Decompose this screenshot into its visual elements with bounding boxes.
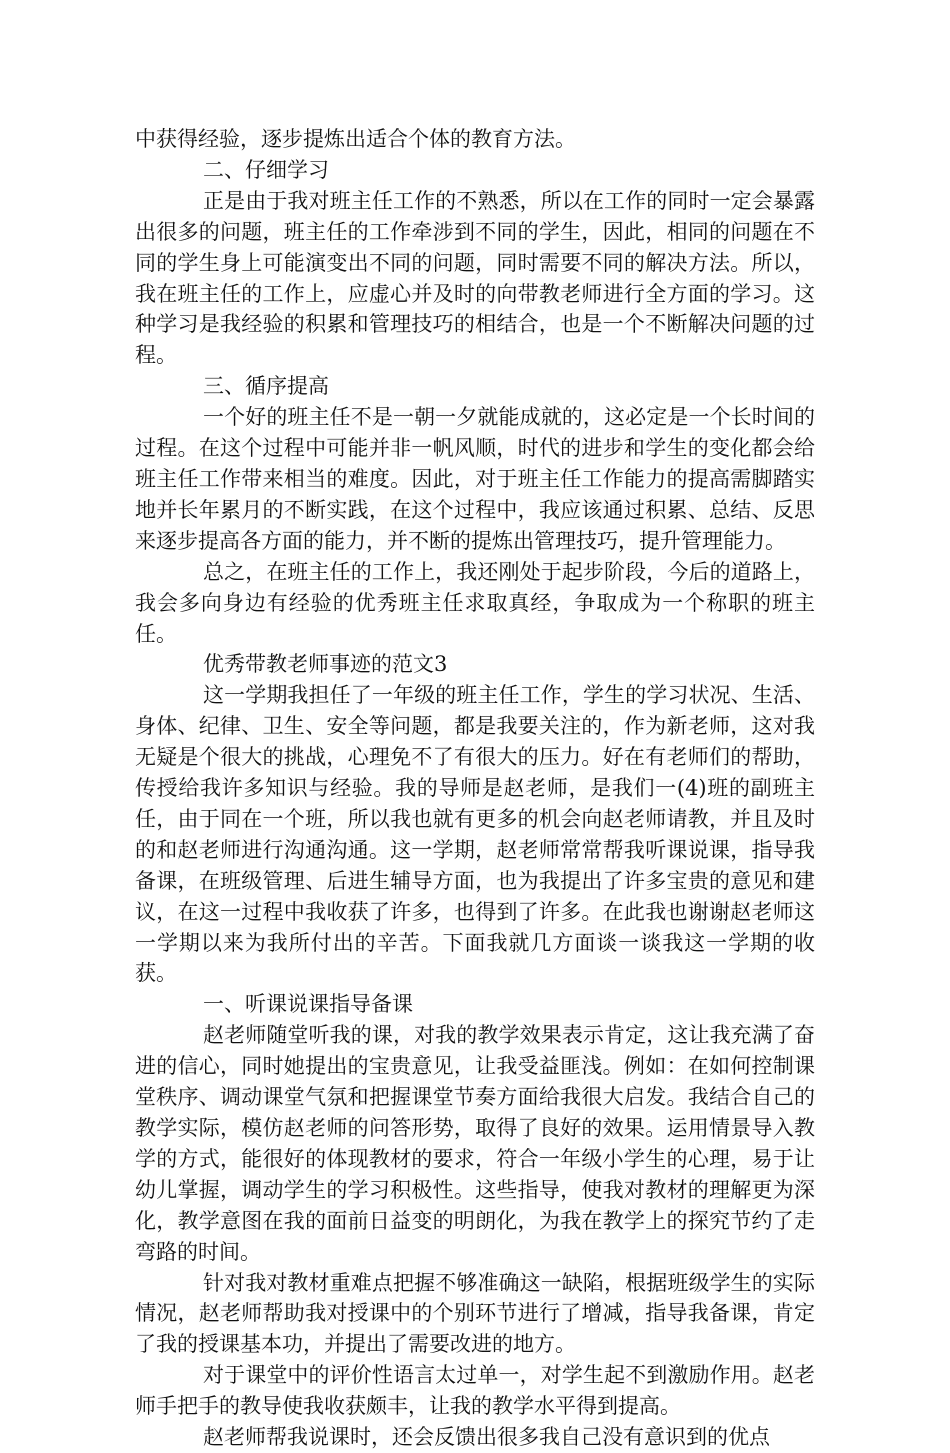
paragraph-7: 针对我对教材重难点把握不够准确这一缺陷，根据班级学生的实际情况，赵老师帮助我对授课中的个别环节进行了增减，指导我备课，肯定了我的授课基本功，并提出了需要改进的地方。 xyxy=(135,1270,815,1357)
paragraph-6: 赵老师随堂听我的课，对我的教学效果表示肯定，这让我充满了奋进的信心，同时她提出的宝贵意见，让我受益匪浅。例如：在如何控制课堂秩序、调动课堂气氛和把握课堂节奏方面给我很大启发。我结合自己的教学实际，模仿赵老师的问答形势，取得了良好的效果。运用情景导入教学的方式，能很好的体现教材的要求，符合一年级小学生的心理，易于让幼儿掌握，调动学生的学习积极性。这些指导，使我对教材的理解更为深化，教学意图在我的面前日益变的明朗化，为我在教学上的探究节约了走弯路的时间。 xyxy=(135,1023,815,1264)
section-heading-gradual-improvement: 三、循序提高 xyxy=(203,374,329,399)
paragraph-4: 总之，在班主任的工作上，我还刚处于起步阶段，今后的道路上，我会多向身边有经验的优秀班主任求取真经，争取成为一个称职的班主任。 xyxy=(135,559,815,646)
essay-title-3: 优秀带教老师事迹的范文3 xyxy=(203,652,448,677)
paragraph-5: 这一学期我担任了一年级的班主任工作，学生的学习状况、生活、身体、纪律、卫生、安全等问题，都是我要关注的，作为新老师，这对我无疑是个很大的挑战，心理免不了有很大的压力。好在有老师们的帮助，传授给我许多知识与经验。我的导师是赵老师，是我们一(4)班的副班主任，由于同在一个班，所以我也就有更多的机会向赵老师请教，并且及时的和赵老师进行沟通沟通。这一学期，赵老师常常帮我听课说课，指导我备课，在班级管理、后进生辅导方面，也为我提出了许多宝贵的意见和建议，在这一过程中我收获了许多，也得到了许多。在此我也谢谢赵老师这一学期以来为我所付出的辛苦。下面我就几方面谈一谈我这一学期的收获。 xyxy=(135,683,815,986)
section-heading-lesson-guidance: 一、听课说课指导备课 xyxy=(203,992,413,1017)
paragraph-1: 中获得经验，逐步提炼出适合个体的教育方法。 xyxy=(135,127,576,151)
document-body xyxy=(135,124,815,1453)
section-heading-careful-study: 二、仔细学习 xyxy=(203,157,329,182)
paragraph-9: 赵老师帮我说课时，还会反馈出很多我自己没有意识到的优点 xyxy=(203,1425,770,1450)
paragraph-3: 一个好的班主任不是一朝一夕就能成就的，这必定是一个长时间的过程。在这个过程中可能并非一帆风顺，时代的进步和学生的变化都会给班主任工作带来相当的难度。因此，对于班主任工作能力的提高需脚踏实地并长年累月的不断实践，在这个过程中，我应该通过积累、总结、反思来逐步提高各方面的能力，并不断的提炼出管理技巧，提升管理能力。 xyxy=(135,405,815,553)
paragraph-8: 对于课堂中的评价性语言太过单一，对学生起不到激励作用。赵老师手把手的教导使我收获颇丰，让我的教学水平得到提高。 xyxy=(135,1363,815,1419)
paragraph-2: 正是由于我对班主任工作的不熟悉，所以在工作的同时一定会暴露出很多的问题，班主任的工作牵涉到不同的学生，因此，相同的问题在不同的学生身上可能演变出不同的问题，同时需要不同的解决方法。所以，我在班主任的工作上，应虚心并及时的向带教老师进行全方面的学习。这种学习是我经验的积累和管理技巧的相结合，也是一个不断解决问题的过程。 xyxy=(135,188,815,368)
